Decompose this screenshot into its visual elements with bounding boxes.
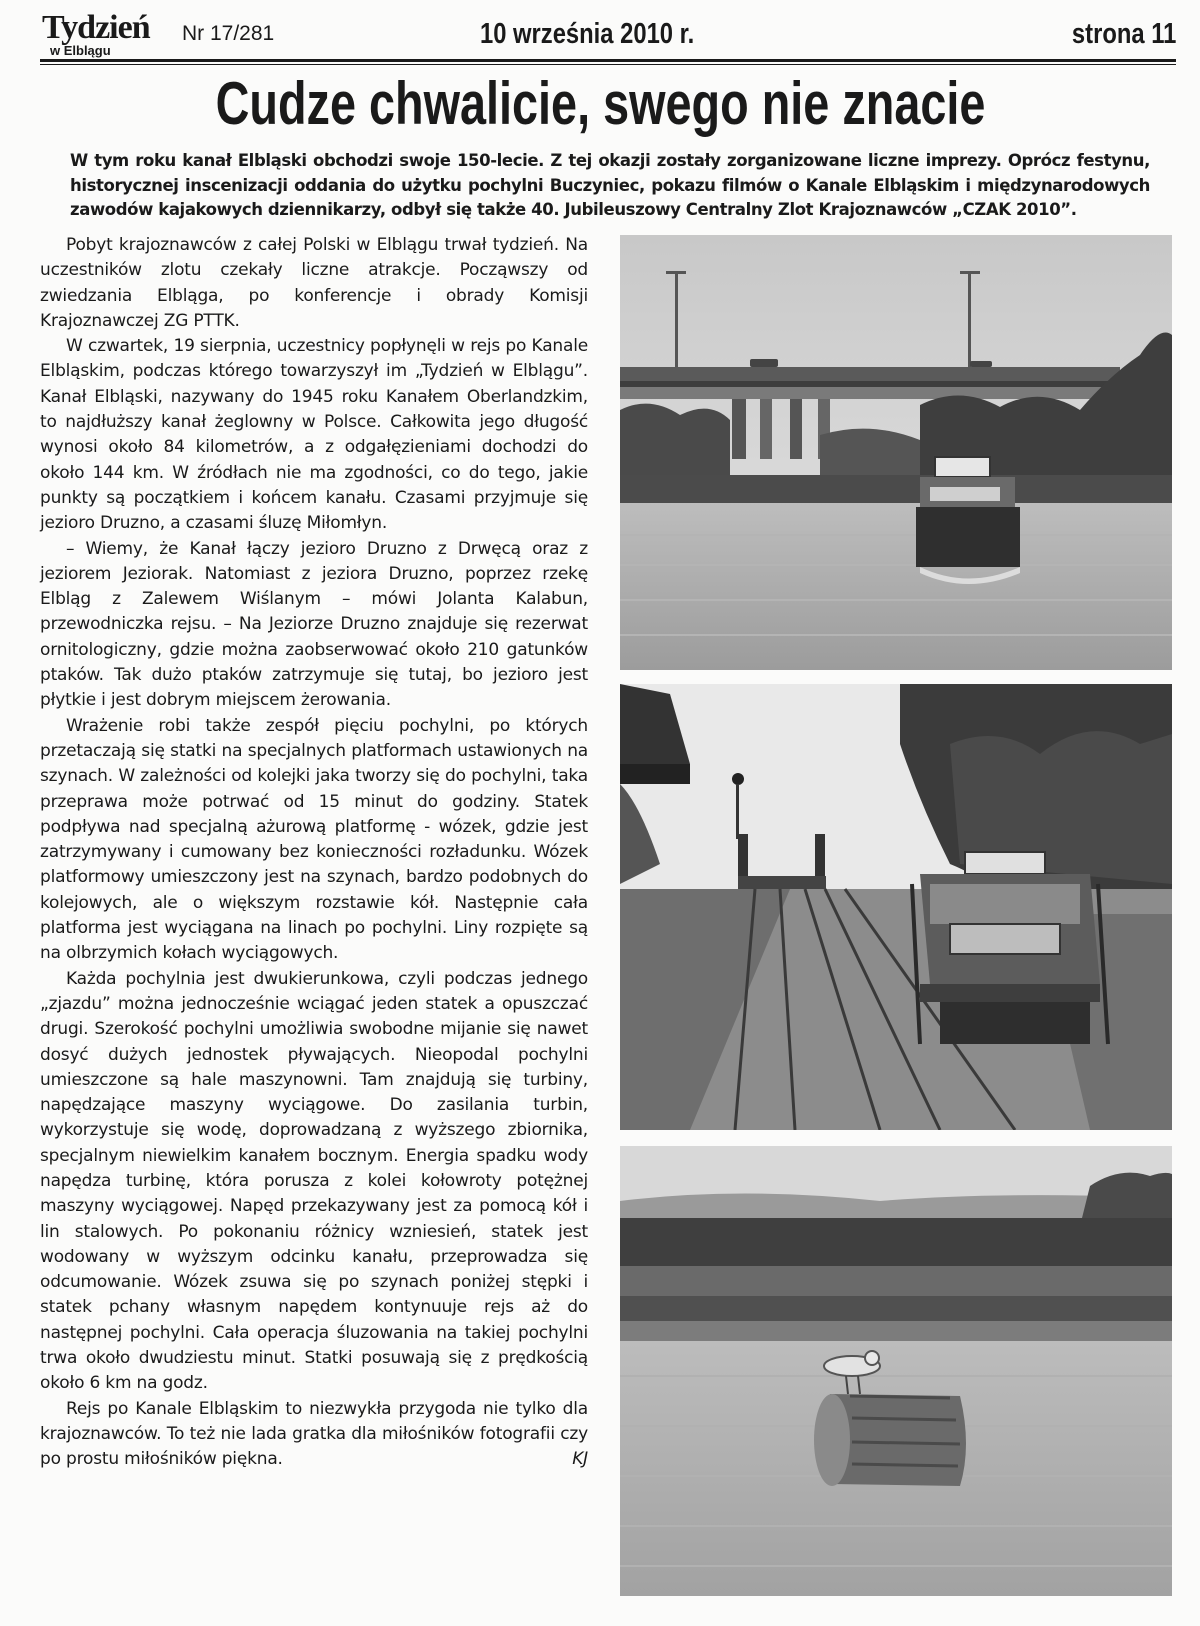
paragraph: Wrażenie robi także zespół pięciu pochylni, po których przetaczają się statki na specjalnych platformach ustawionych na szynach. W zależności od kolejki jaka tworzy się do pochylni, taka przeprawa może potrwać od 15 minut do godziny. Statek podpływa nad specjalną ażurową platformę - wózek, gdzie jest zatrzymywany i cumowany bez konieczności rozładunku. Wózek platformowy umieszczony jest na szynach, bardzo podobnych do kolejowych, ale o większym rozstawie kół. Następnie cała platforma jest wyciągana na linach po pochylni. Liny rozpięte są na olbrzymich kołach wyciągowych. — [40, 715, 588, 964]
headline-text: Cudze chwalicie, swego nie znacie — [215, 70, 985, 137]
article-lead: W tym roku kanał Elbląski obchodzi swoje 150-lecie. Z tej okazji zostały zorganizowane liczne imprezy. Oprócz festynu, historycznej inscenizacji oddania do użytku pochylni Buczyniec, pokazu filmów o Kanale Elbląskim i międzynarodowych zawodów kajakowych dziennikarzy, odbył się także 40. Jubileuszowy Centralny Zlot Krajoznawców „CZAK 2010”. — [70, 151, 1150, 219]
newspaper-logo — [40, 9, 176, 58]
paragraph-last — [40, 1397, 588, 1473]
masthead — [40, 9, 1176, 64]
issue-number: Nr 17/281 — [182, 22, 275, 45]
paragraph-text: Rejs po Kanale Elbląskim to niezwykła przygoda nie tylko dla krajoznawców. To też nie lada gratka dla miłośników fotografii czy po prostu miłośników piękna. — [40, 1398, 588, 1470]
paragraph: Każda pochylnia jest dwukierunkowa, czyli podczas jednego „zjazdu” można jednocześnie wciągać jeden statek a opuszczać drugi. Szerokość pochylni umożliwia swobodne mijanie się nawet dosyć dużych jednostek pływających. Nieopodal pochylni umieszczone są hale maszynowni. Tam znajdują się turbiny, napędzające maszyny wyciągowe. Do zasilania turbin, wykorzystuje się wodę, doprowadzaną z wyższego zbiornika, specjalnym niewielkim kanałem bocznym. Energia spadku wody napędza turbinę, która porusza z kolei kołowroty potężnej maszyny wyciągowej. Napęd przekazywany jest za pomocą kół i lin stalowych. Po pokonaniu różnicy wzniesień, statek jest wodowany w wyższym odcinku kanału, przeprowadza się odcumowanie. Wózek zsuwa się po szynach poniżej stępki i statek pchany własnym napędem kontynuuje rejs aż do następnej pochylni. Cała operacja śluzowania na takiej pochylni trwa około dwudziestu minut. Statki posuwają się z prędkością około 6 km na godz. — [40, 968, 588, 1394]
masthead-rule — [40, 59, 1176, 62]
paragraph: – Wiemy, że Kanał łączy jezioro Druzno z Drwęcą oraz z jeziorem Jeziorak. Natomiast z jeziora Druzno, poprzez rzekę Elbląg z Zalewem Wiślanym – mówi Jolanta Kalabun, przewodniczka rejsu. – Na Jeziorze Druzno znajduje się rezerwat ornitologiczny, gdzie można zaobserwować około 210 gatunków ptaków. Tak dużo ptaków zatrzymuje się tutaj, bo jezioro jest płytkie i jest dobrym miejscem żerowania. — [40, 538, 588, 711]
article-headline — [0, 66, 1200, 142]
paragraph: Pobyt krajoznawców z całej Polski w Elblągu trwał tydzień. Na uczestników zlotu czekały liczne atrakcje. Począwszy od zwiedzania Elbląga, po konferencje i obrady Komisji Krajoznawczej ZG PTTK. — [40, 235, 588, 331]
photo-bird-on-barrel-in-lake-icon — [620, 1146, 1172, 1596]
paragraph: W czwartek, 19 sierpnia, uczestnicy popłynęli w rejs po Kanale Elbląskim, podczas którego towarzyszył im „Tydzień w Elblągu”. Kanał Elbląski, nazywany do 1945 roku Kanałem Oberlandzkim, to najdłuższy kanał żeglowny w Polsce. Całkowita jego długość wynosi około 84 kilometrów, a z odgałęzieniami dochodzi do około 144 km. W źródłach nie ma zgodności, co do tego, jakie punkty są początkiem i końcem kanału. Czasami przyjmuje się jezioro Druzno, a czasami śluzę Miłomłyn. — [40, 336, 588, 534]
article-body — [40, 233, 588, 1473]
photo-ship-on-incline-rails-icon — [620, 684, 1172, 1130]
masthead-rule-thin — [40, 64, 1176, 65]
issue-date: 10 września 2010 r. — [480, 18, 695, 50]
photo-boat-under-bridge-icon — [620, 235, 1172, 670]
page-number: strona 11 — [1071, 18, 1176, 50]
logo-title: Tydzień — [42, 9, 150, 46]
logo-subtitle: w Elblągu — [50, 43, 111, 58]
author-signature: KJ — [572, 1449, 588, 1470]
